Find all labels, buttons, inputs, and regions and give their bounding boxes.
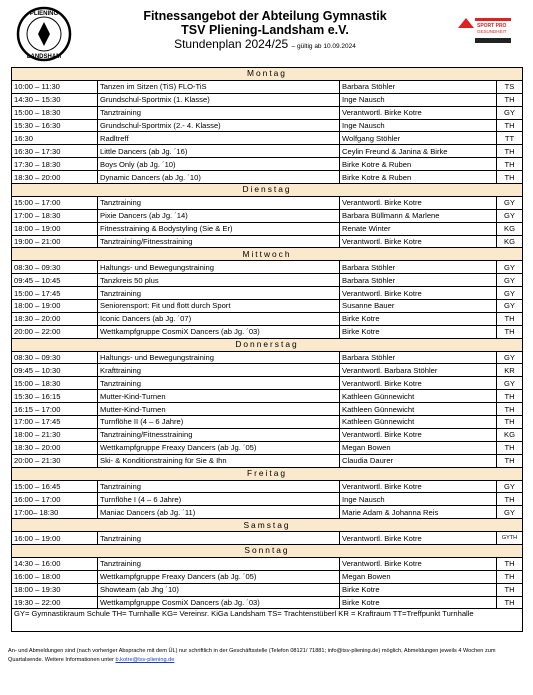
table-row	[12, 171, 523, 184]
legend-row	[12, 609, 523, 632]
day-header-donnerstag	[12, 338, 523, 351]
time-cell: 10:00 – 11:30	[12, 80, 98, 93]
day-label: Montag	[12, 68, 523, 81]
time-cell: 16:15 – 17:00	[12, 403, 98, 416]
trainer-cell: Barbara Stöhler	[340, 274, 497, 287]
location-cell: TH	[497, 416, 523, 429]
course-cell: Radltreff	[98, 132, 340, 145]
location-cell: TH	[497, 454, 523, 467]
time-cell: 15:30 – 16:15	[12, 390, 98, 403]
table-row	[12, 364, 523, 377]
trainer-cell: Inge Nausch	[340, 493, 497, 506]
trainer-cell: Megan Bowen	[340, 570, 497, 583]
location-cell: TH	[497, 403, 523, 416]
time-cell: 17:30 – 18:30	[12, 158, 98, 171]
course-cell: Tanztraining	[98, 106, 340, 119]
trainer-cell: Verantwortl. Birke Kotre	[340, 428, 497, 441]
location-cell: KG	[497, 222, 523, 235]
course-cell: Little Dancers (ab Jg. ´16)	[98, 145, 340, 158]
course-cell: Boys Only (ab Jg. ´10)	[98, 158, 340, 171]
table-row	[12, 158, 523, 171]
day-label: Donnerstag	[12, 338, 523, 351]
course-cell: Turnflöhe I (4 – 6 Jahre)	[98, 493, 340, 506]
day-header-dienstag	[12, 184, 523, 197]
location-cell: GY	[497, 287, 523, 300]
course-cell: Fitnesstraining & Bodystyling (Sie & Er)	[98, 222, 340, 235]
table-row	[12, 493, 523, 506]
time-cell: 19:30 – 22:00	[12, 596, 98, 609]
location-cell: TH	[497, 570, 523, 583]
table-row	[12, 222, 523, 235]
location-cell: GY	[497, 196, 523, 209]
time-cell: 14:30 – 15:30	[12, 93, 98, 106]
time-cell: 08:30 – 09:30	[12, 351, 98, 364]
table-row	[12, 390, 523, 403]
table-row	[12, 93, 523, 106]
day-label: Dienstag	[12, 184, 523, 197]
time-cell: 16:00 – 19:00	[12, 532, 98, 545]
table-row	[12, 441, 523, 454]
time-cell: 15:00 – 17:45	[12, 287, 98, 300]
day-header-montag	[12, 68, 523, 81]
time-cell: 18:30 – 20:00	[12, 312, 98, 325]
trainer-cell: Kathleen Günnewicht	[340, 403, 497, 416]
course-cell: Iconic Dancers (ab Jg. ´07)	[98, 312, 340, 325]
table-row	[12, 209, 523, 222]
course-cell: Tanztraining	[98, 480, 340, 493]
trainer-cell: Barbara Büllmann & Marlene	[340, 209, 497, 222]
course-cell: Mutter-Kind-Turnen	[98, 390, 340, 403]
course-cell: Tanztraining/Fitnesstraining	[98, 235, 340, 248]
table-row	[12, 351, 523, 364]
location-cell: TH	[497, 171, 523, 184]
location-cell: GYTH	[497, 532, 523, 545]
trainer-cell: Susanne Bauer	[340, 300, 497, 313]
trainer-cell: Barbara Stöhler	[340, 351, 497, 364]
trainer-cell: Wolfgang Stöhler	[340, 132, 497, 145]
legend: GY= Gymnastikraum Schule TH= Turnhalle KG= Vereinsr. KiGa Landsham TS= Trachtenstüberl KR = Kraftraum TT=Treffpunkt Turnhalle	[12, 609, 523, 632]
day-header-mittwoch	[12, 248, 523, 261]
table-row	[12, 325, 523, 338]
table-row	[12, 428, 523, 441]
time-cell: 16:00 – 17:00	[12, 493, 98, 506]
table-row	[12, 506, 523, 519]
time-cell: 16:30	[12, 132, 98, 145]
trainer-cell: Birke Kotre	[340, 583, 497, 596]
location-cell: TH	[497, 557, 523, 570]
trainer-cell: Birke Kotre & Ruben	[340, 171, 497, 184]
location-cell: TS	[497, 80, 523, 93]
course-cell: Krafttraining	[98, 364, 340, 377]
day-label: Samstag	[12, 519, 523, 532]
trainer-cell: Ceylin Freund & Janina & Birke	[340, 145, 497, 158]
location-cell: TH	[497, 493, 523, 506]
course-cell: Tanztraining	[98, 377, 340, 390]
trainer-cell: Birke Kotre & Ruben	[340, 158, 497, 171]
location-cell: KR	[497, 364, 523, 377]
day-header-samstag	[12, 519, 523, 532]
table-row	[12, 454, 523, 467]
table-row	[12, 312, 523, 325]
time-cell: 15:00 – 16:45	[12, 480, 98, 493]
footer-text: An- und Abmeldungen sind (nach vorheriger Absprache mit dem ÜL) nur schriftlich in der Geschäftsstelle (Telefon 08121/ 71881; info@tsv-pliening.de) möglich, Abmeldungen jeweils 4 Wochen zum Quartalsende. Weitere Informationen unter	[8, 648, 496, 663]
table-row	[12, 80, 523, 93]
table-row	[12, 287, 523, 300]
time-cell: 18:30 – 20:00	[12, 171, 98, 184]
trainer-cell: Claudia Daurer	[340, 454, 497, 467]
trainer-cell: Birke Kotre	[340, 596, 497, 609]
location-cell: GY	[497, 480, 523, 493]
table-row	[12, 274, 523, 287]
time-cell: 20:00 – 22:00	[12, 325, 98, 338]
time-cell: 08:30 – 09:30	[12, 261, 98, 274]
trainer-cell: Verantwortl. Barbara Stöhler	[340, 364, 497, 377]
course-cell: Tanzkreis 50 plus	[98, 274, 340, 287]
location-cell: TH	[497, 145, 523, 158]
trainer-cell: Verantwortl. Birke Kotre	[340, 287, 497, 300]
table-row	[12, 480, 523, 493]
table-row	[12, 532, 523, 545]
time-cell: 14:30 – 16:00	[12, 557, 98, 570]
table-row	[12, 596, 523, 609]
trainer-cell: Verantwortl. Birke Kotre	[340, 235, 497, 248]
table-row	[12, 132, 523, 145]
time-cell: 19:00 – 21:00	[12, 235, 98, 248]
day-label: Mittwoch	[12, 248, 523, 261]
course-cell: Haltungs- und Bewegungstraining	[98, 351, 340, 364]
day-header-sonntag	[12, 544, 523, 557]
time-cell: 09:45 – 10:30	[12, 364, 98, 377]
table-row	[12, 300, 523, 313]
course-cell: Tanzen im Sitzen (TiS) FLO-TiS	[98, 80, 340, 93]
svg-text:LANDSHAM: LANDSHAM	[26, 54, 62, 60]
sport-pro-gesundheit-logo	[455, 14, 515, 48]
trainer-cell: Verantwortl. Birke Kotre	[340, 557, 497, 570]
table-row	[12, 583, 523, 596]
location-cell: GY	[497, 209, 523, 222]
time-cell: 18:30 – 20:00	[12, 441, 98, 454]
course-cell: Ski- & Konditionstraining für Sie & Ihn	[98, 454, 340, 467]
day-label: Freitag	[12, 467, 523, 480]
trainer-cell: Renate Winter	[340, 222, 497, 235]
location-cell: TH	[497, 158, 523, 171]
trainer-cell: Barbara Stöhler	[340, 80, 497, 93]
location-cell: TT	[497, 132, 523, 145]
course-cell: Wettkampfgruppe Freaxy Dancers (ab Jg. ´05)	[98, 570, 340, 583]
time-cell: 16:30 – 17:30	[12, 145, 98, 158]
course-cell: Seniorensport: Fit und flott durch Sport	[98, 300, 340, 313]
time-cell: 15:30 – 16:30	[12, 119, 98, 132]
trainer-cell: Inge Nausch	[340, 93, 497, 106]
club-name: TSV Pliening-Landsham e.V.	[181, 23, 349, 37]
location-cell: GY	[497, 351, 523, 364]
course-cell: Showteam (ab Jhg ´10)	[98, 583, 340, 596]
location-cell: TH	[497, 119, 523, 132]
time-cell: 18:00 – 21:30	[12, 428, 98, 441]
course-cell: Tanztraining	[98, 557, 340, 570]
trainer-cell: Kathleen Günnewicht	[340, 416, 497, 429]
course-cell: Haltungs- und Bewegungstraining	[98, 261, 340, 274]
table-row	[12, 403, 523, 416]
location-cell: TH	[497, 312, 523, 325]
trainer-cell: Birke Kotre	[340, 325, 497, 338]
time-cell: 17:00 – 18:30	[12, 209, 98, 222]
time-cell: 20:00 – 21:30	[12, 454, 98, 467]
location-cell: TH	[497, 390, 523, 403]
svg-text:PLIENING: PLIENING	[29, 11, 59, 17]
time-cell: 18:00 – 19:30	[12, 583, 98, 596]
time-cell: 15:00 – 18:30	[12, 106, 98, 119]
trainer-cell: Barbara Stöhler	[340, 261, 497, 274]
course-cell: Grundschul-Sportmix (1. Klasse)	[98, 93, 340, 106]
course-cell: Grundschul-Sportmix (2.- 4. Klasse)	[98, 119, 340, 132]
course-cell: Wettkampfgruppe CosmiX Dancers (ab Jg. ´03)	[98, 325, 340, 338]
location-cell: GY	[497, 261, 523, 274]
location-cell: KG	[497, 235, 523, 248]
course-cell: Tanztraining/Fitnesstraining	[98, 428, 340, 441]
svg-text:SPORT PRO: SPORT PRO	[477, 23, 507, 29]
course-cell: Dynamic Dancers (ab Jg. ´10)	[98, 171, 340, 184]
location-cell: GY	[497, 274, 523, 287]
table-row	[12, 557, 523, 570]
time-cell: 15:00 – 17:00	[12, 196, 98, 209]
location-cell: GY	[497, 106, 523, 119]
valid-from: – gültig ab 10.09.2024	[291, 43, 356, 50]
table-row	[12, 377, 523, 390]
table-row	[12, 235, 523, 248]
club-logo	[16, 6, 72, 62]
day-header-freitag	[12, 467, 523, 480]
trainer-cell: Verantwortl. Birke Kotre	[340, 377, 497, 390]
location-cell: TH	[497, 93, 523, 106]
plan-title: Stundenplan 2024/25 – gültig ab 10.09.2024	[174, 37, 356, 51]
trainer-cell: Verantwortl. Birke Kotre	[340, 532, 497, 545]
trainer-cell: Verantwortl. Birke Kotre	[340, 196, 497, 209]
time-cell: 17:00 – 17:45	[12, 416, 98, 429]
page-title: Fitnessangebot der Abteilung Gymnastik	[143, 9, 387, 23]
location-cell: TH	[497, 441, 523, 454]
course-cell: Tanztraining	[98, 287, 340, 300]
course-cell: Pixie Dancers (ab Jg. ´14)	[98, 209, 340, 222]
table-row	[12, 145, 523, 158]
trainer-cell: Birke Kotre	[340, 312, 497, 325]
location-cell: KG	[497, 428, 523, 441]
course-cell: Tanztraining	[98, 196, 340, 209]
contact-link[interactable]: b.kotre@tsv-pliening.de	[115, 657, 175, 663]
table-row	[12, 119, 523, 132]
table-row	[12, 416, 523, 429]
table-row	[12, 196, 523, 209]
course-cell: Turnflöhe II (4 – 6 Jahre)	[98, 416, 340, 429]
page-header	[130, 9, 400, 54]
trainer-cell: Kathleen Günnewicht	[340, 390, 497, 403]
trainer-cell: Verantwortl. Birke Kotre	[340, 480, 497, 493]
time-cell: 17:00– 18:30	[12, 506, 98, 519]
time-cell: 18:00 – 19:00	[12, 222, 98, 235]
trainer-cell: Inge Nausch	[340, 119, 497, 132]
location-cell: GY	[497, 377, 523, 390]
location-cell: TH	[497, 583, 523, 596]
course-cell: Mutter-Kind-Turnen	[98, 403, 340, 416]
footer-note	[8, 647, 528, 665]
trainer-cell: Verantwortl. Birke Kotre	[340, 106, 497, 119]
table-row	[12, 106, 523, 119]
time-cell: 18:00 – 19:00	[12, 300, 98, 313]
svg-text:GESUNDHEIT: GESUNDHEIT	[477, 29, 507, 34]
table-row	[12, 261, 523, 274]
course-cell: Maniac Dancers (ab Jg. ´11)	[98, 506, 340, 519]
table-row	[12, 570, 523, 583]
time-cell: 15:00 – 18:30	[12, 377, 98, 390]
location-cell: TH	[497, 325, 523, 338]
location-cell: TH	[497, 596, 523, 609]
trainer-cell: Marie Adam & Johanna Reis	[340, 506, 497, 519]
trainer-cell: Megan Bowen	[340, 441, 497, 454]
course-cell: Wettkampfgruppe Freaxy Dancers (ab Jg. ´05)	[98, 441, 340, 454]
course-cell: Tanztraining	[98, 532, 340, 545]
day-label: Sonntag	[12, 544, 523, 557]
course-cell: Wettkampfgruppe CosmiX Dancers (ab Jg. ´03)	[98, 596, 340, 609]
time-cell: 09:45 – 10:45	[12, 274, 98, 287]
schedule-table	[11, 67, 523, 632]
time-cell: 16:00 – 18:00	[12, 570, 98, 583]
location-cell: GY	[497, 300, 523, 313]
location-cell: GY	[497, 506, 523, 519]
